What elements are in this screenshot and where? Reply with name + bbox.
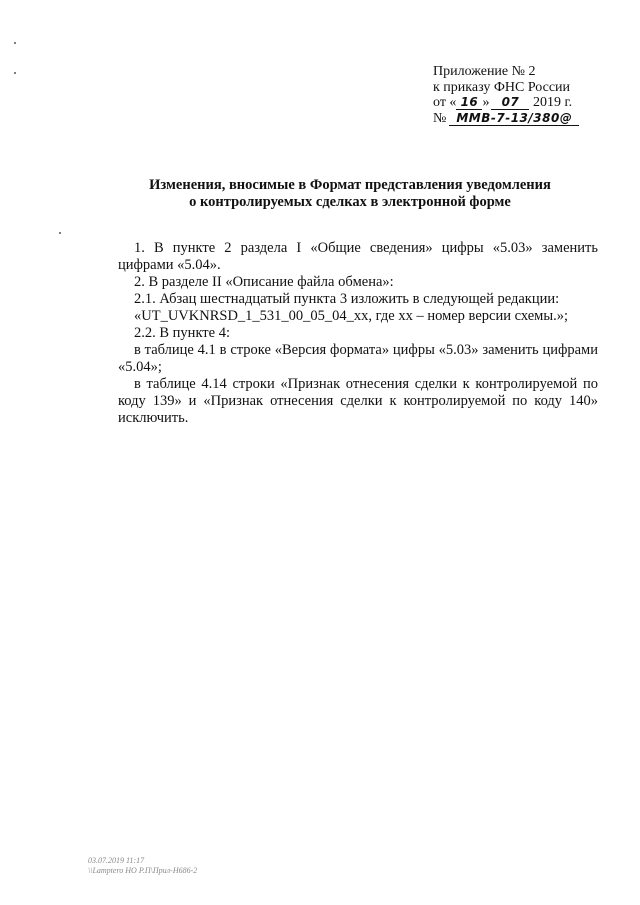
appendix-block [433, 64, 593, 126]
paragraph-3: 2.1. Абзац шестнадцатый пункта 3 изложить в следующей редакции: [134, 291, 560, 307]
number-prefix: № [433, 110, 447, 126]
paragraph-7: в таблице 4.14 строки «Признак отнесения сделки к контролируемой по коду 139» и «Признак отнесения сделки к контролируемой по коду 140» исключить. [118, 376, 598, 426]
appendix-date [433, 95, 593, 111]
number-value: ММВ-7-13/380@ [449, 112, 579, 126]
appendix-number [433, 111, 593, 127]
scan-speck [59, 232, 61, 234]
appendix-title: Приложение № 2 [433, 64, 536, 79]
paragraph-2: 2. В разделе II «Описание файла обмена»: [134, 274, 394, 290]
appendix-order-ref: к приказу ФНС России [433, 79, 571, 95]
paragraph-5: 2.2. В пункте 4: [134, 325, 230, 341]
date-year: 2019 г. [532, 95, 573, 110]
paragraph-1: 1. В пункте 2 раздела I «Общие сведения» цифры «5.03» заменить цифрами «5.04». [118, 240, 598, 273]
date-prefix: от « [433, 95, 457, 110]
title-line-1: Изменения, вносимые в Формат представления уведомления [149, 177, 551, 193]
footer-timestamp: 03.07.2019 11:17 [88, 856, 145, 865]
paragraph-6: в таблице 4.1 в строке «Версия формата» цифры «5.03» заменить цифрами «5.04»; [118, 342, 598, 375]
footer-path: \\Lamptero НО Р.П\Прил-Н686-2 [88, 866, 198, 875]
document-body [118, 240, 598, 427]
file-footer [88, 856, 197, 876]
date-month: 07 [491, 96, 529, 110]
paragraph-4: «UT_UVKNRSD_1_531_00_05_04_xx, где xx – номер версии схемы.»; [134, 308, 568, 324]
date-day: 16 [456, 96, 482, 110]
date-mid: » [482, 95, 490, 110]
scan-speck [14, 42, 16, 44]
title-line-2: о контролируемых сделках в электронной форме [189, 194, 511, 210]
document-title [80, 177, 620, 211]
scan-speck [14, 72, 16, 74]
